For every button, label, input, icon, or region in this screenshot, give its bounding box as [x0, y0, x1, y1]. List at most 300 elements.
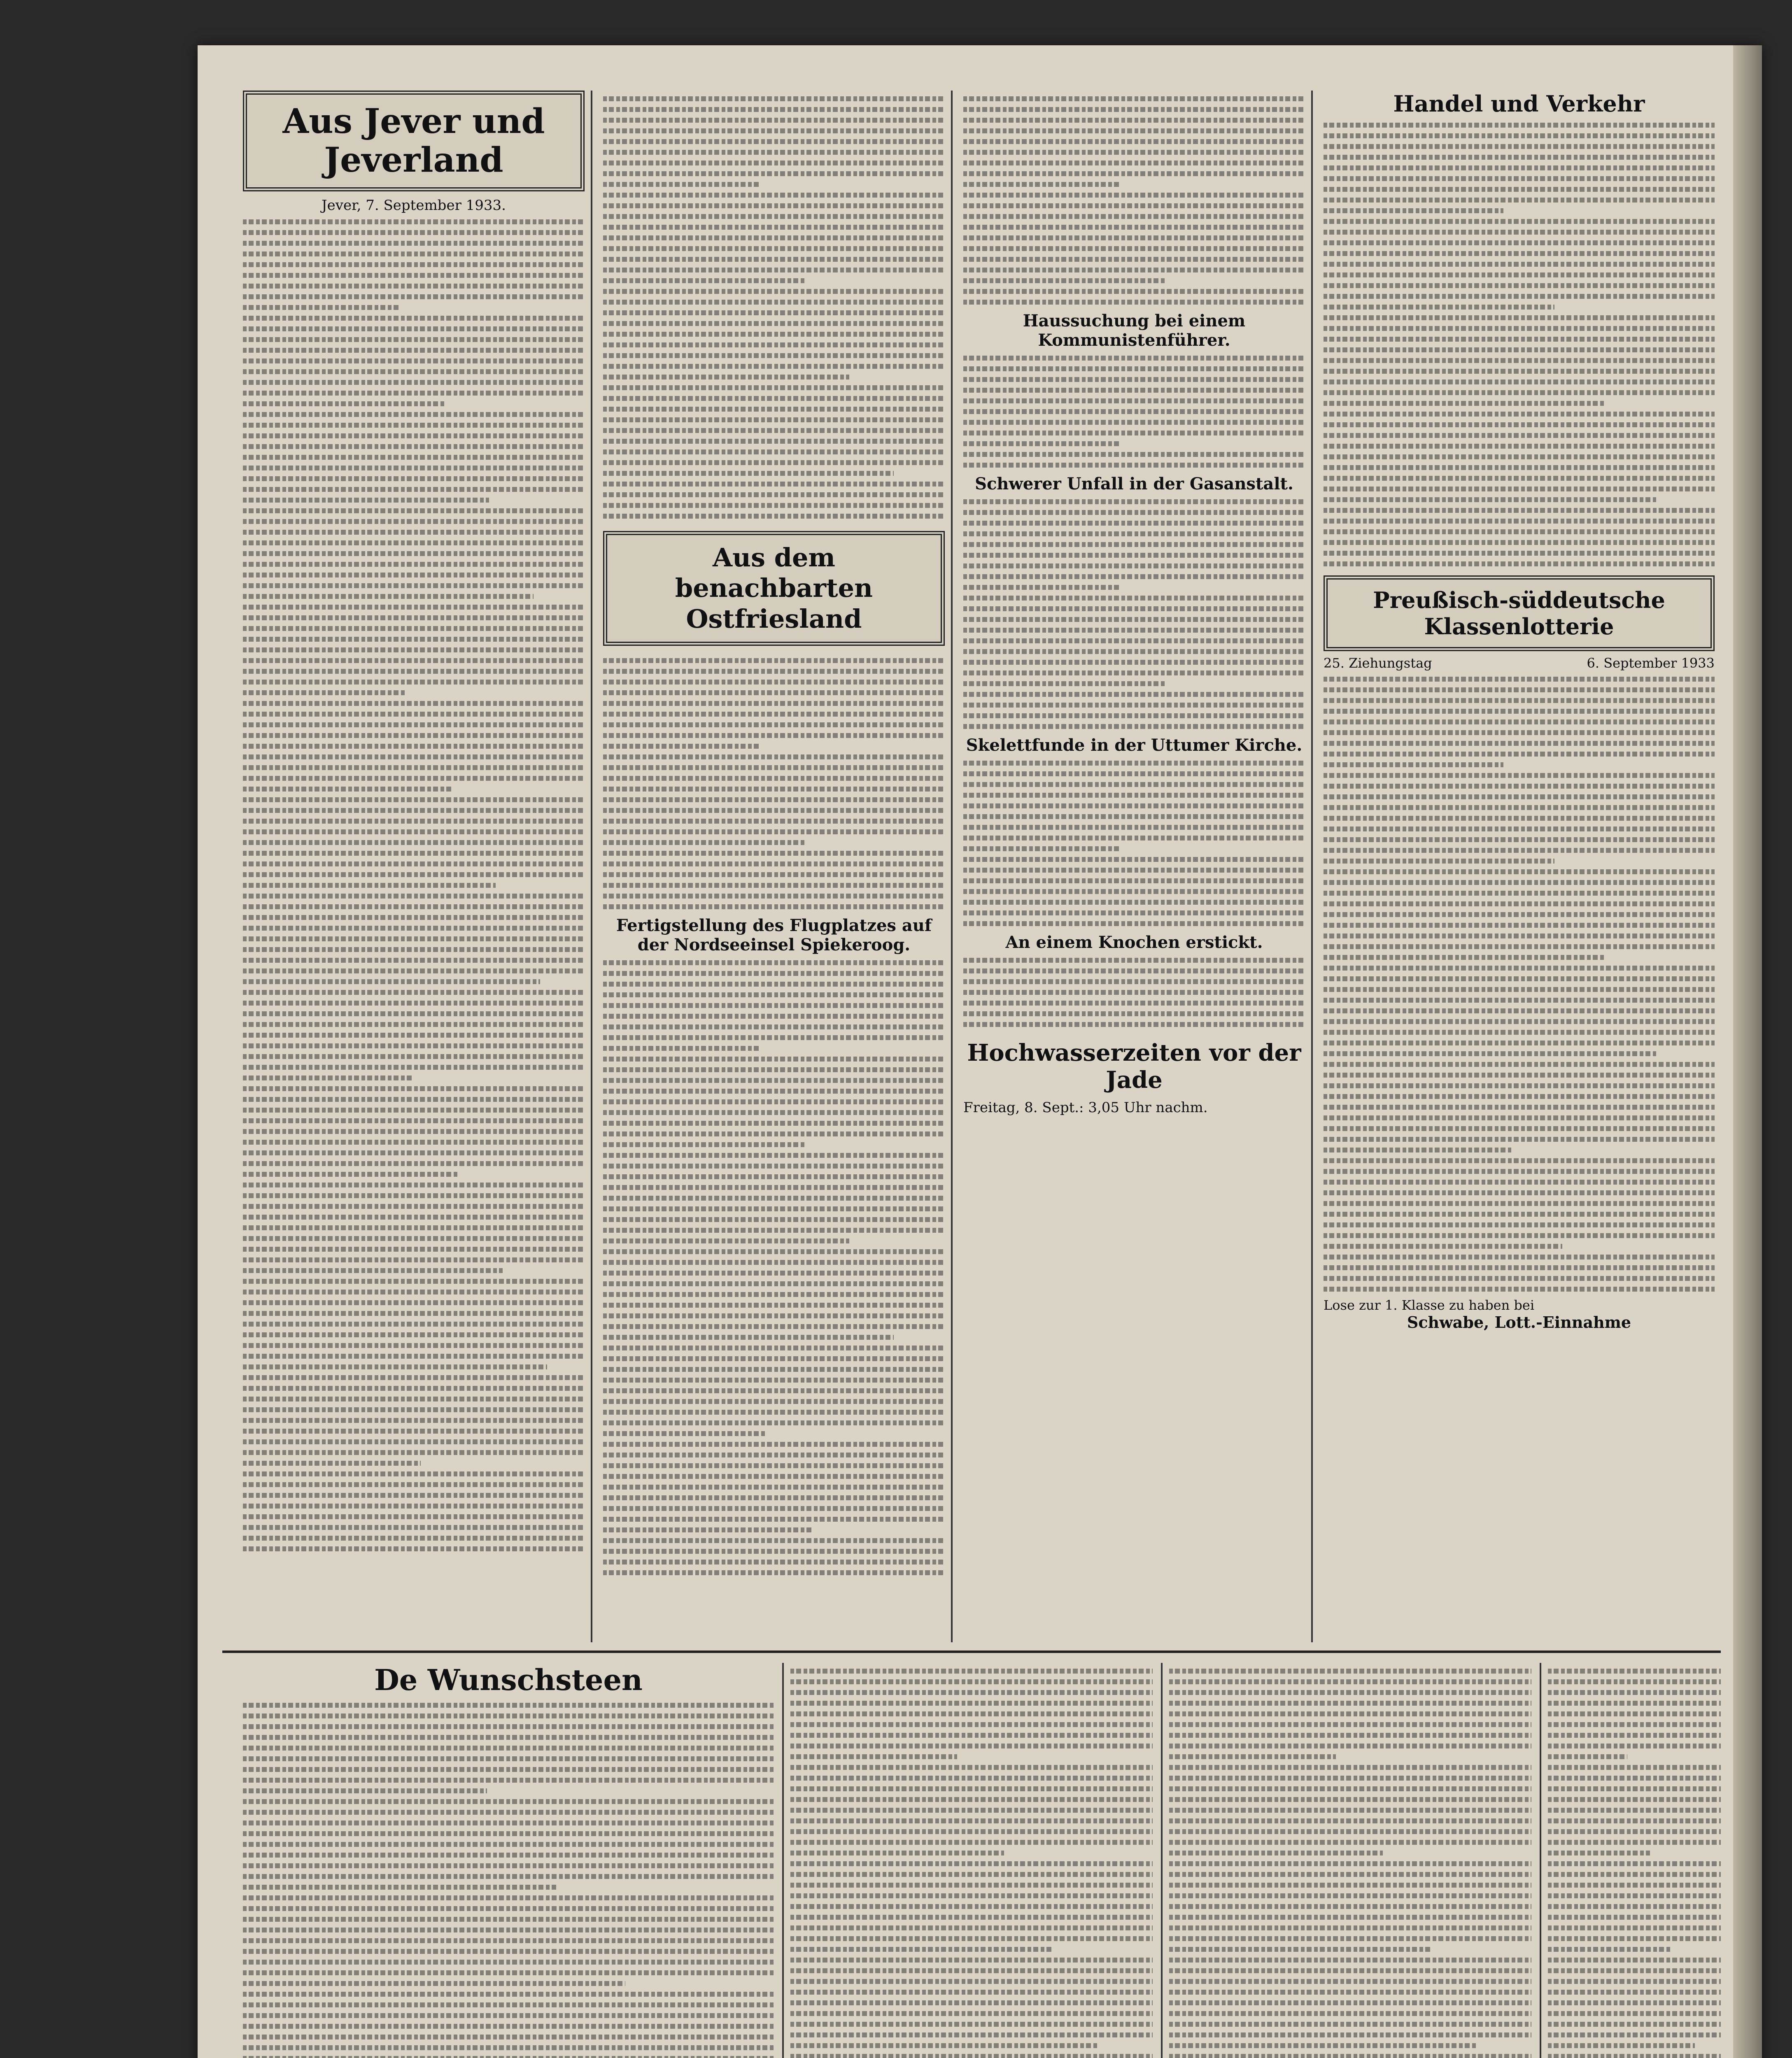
- text-line: [603, 257, 945, 262]
- text-line: [790, 1851, 1004, 1855]
- text-line: [603, 1217, 945, 1222]
- text-line: [1548, 1979, 1721, 1984]
- text-line: [243, 1536, 585, 1541]
- text-line: [790, 2054, 1153, 2058]
- text-line: [243, 797, 585, 802]
- text-line: [790, 1679, 1153, 1684]
- page-edge: [1733, 45, 1762, 2058]
- text-line: [790, 2011, 1153, 2016]
- text-line: [963, 235, 1305, 240]
- text-line: [1169, 1840, 1531, 1845]
- text-line: [1169, 1915, 1531, 1920]
- article-text-ost-top: [603, 96, 945, 519]
- lottery-day: 25. Ziehungstag: [1324, 655, 1432, 671]
- text-line: [1169, 2022, 1531, 2027]
- text-line: [603, 1153, 945, 1158]
- text-line: [963, 836, 1305, 840]
- text-line: [243, 1831, 774, 1836]
- text-line: [1324, 208, 1503, 213]
- text-line: [1169, 1861, 1531, 1866]
- text-line: [1548, 2043, 1695, 2048]
- text-line: [243, 262, 585, 267]
- text-line: [963, 900, 1305, 905]
- text-line: [963, 510, 1305, 515]
- text-line: [1324, 551, 1715, 556]
- text-line: [243, 615, 585, 620]
- text-line: [243, 1703, 774, 1708]
- text-line: [963, 356, 1305, 361]
- text-line: [963, 203, 1305, 208]
- text-line: [963, 563, 1305, 568]
- text-line: [963, 660, 1305, 665]
- text-line: [603, 1485, 945, 1490]
- text-line: [1324, 433, 1715, 438]
- market-title: Handel und Verkehr: [1393, 91, 1645, 117]
- text-line: [790, 1840, 1153, 1845]
- text-line: [603, 289, 945, 294]
- text-line: [243, 2056, 774, 2058]
- text-line: [243, 680, 585, 684]
- text-line: [603, 460, 945, 465]
- text-line: [603, 1335, 894, 1340]
- text-line: [790, 1754, 957, 1759]
- text-line: [243, 444, 585, 449]
- text-line: [1324, 272, 1715, 277]
- text-line: [243, 401, 445, 406]
- text-line: [963, 409, 1305, 414]
- text-line: [1548, 1701, 1721, 1706]
- text-line: [963, 171, 1305, 176]
- text-line: [243, 1247, 585, 1252]
- text-line: [243, 733, 585, 738]
- text-line: [243, 1364, 547, 1369]
- text-line: [1169, 1690, 1531, 1695]
- text-line: [603, 1388, 945, 1393]
- serial-col-2: [790, 1663, 1153, 2058]
- text-line: [243, 787, 451, 792]
- text-line: [603, 690, 945, 695]
- text-line: [603, 1463, 945, 1468]
- text-line: [1169, 1818, 1531, 1823]
- text-line: [1324, 358, 1715, 363]
- column-rule: [1311, 91, 1313, 1642]
- text-line: [603, 514, 945, 519]
- text-line: [603, 1035, 945, 1040]
- text-line: [243, 926, 585, 931]
- text-line: [963, 692, 1305, 697]
- text-line: [1548, 2054, 1721, 2058]
- text-line: [603, 1495, 945, 1500]
- text-line: [1324, 955, 1605, 960]
- text-line: [1324, 1201, 1715, 1206]
- text-line: [1548, 1990, 1721, 1995]
- text-line: [243, 1204, 585, 1209]
- text-line: [1324, 944, 1715, 949]
- text-line: [243, 1788, 487, 1793]
- text-line: [603, 1313, 945, 1318]
- text-line: [1548, 1733, 1721, 1738]
- text-line: [790, 1915, 1153, 1920]
- text-line: [603, 1281, 945, 1286]
- text-line: [243, 1735, 774, 1740]
- text-line: [243, 1086, 585, 1091]
- text-line: [1324, 240, 1715, 245]
- text-line: [243, 359, 585, 363]
- text-line: [790, 2022, 1153, 2027]
- text-line: [1548, 1861, 1721, 1866]
- text-line: [603, 658, 945, 663]
- text-line: [1324, 719, 1715, 724]
- text-line: [1324, 880, 1715, 885]
- text-line: [243, 894, 585, 899]
- text-line: [243, 2013, 774, 2018]
- text-line: [243, 2002, 774, 2007]
- text-line: [790, 2000, 1153, 2005]
- text-line: [243, 1097, 585, 1102]
- text-line: [1324, 187, 1715, 192]
- text-line: [243, 530, 585, 535]
- text-line: [603, 829, 945, 834]
- text-line: [603, 364, 945, 369]
- text-line: [1169, 1722, 1531, 1727]
- text-line: [243, 466, 585, 470]
- text-line: [243, 1397, 585, 1401]
- text-line: [1324, 401, 1605, 406]
- text-line: [243, 1949, 774, 1954]
- serial-col-3: [1169, 1663, 1531, 2058]
- text-line: [243, 1960, 774, 1965]
- text-line: [790, 1904, 1153, 1909]
- text-line: [1324, 1051, 1656, 1056]
- text-line: [603, 1474, 945, 1479]
- text-line: [1324, 1212, 1715, 1217]
- text-line: [243, 230, 585, 235]
- text-line: [603, 407, 945, 412]
- text-line: [243, 487, 585, 492]
- text-line: [1324, 379, 1715, 384]
- text-line: [603, 982, 945, 987]
- text-line: [790, 1701, 1153, 1706]
- text-line: [963, 531, 1305, 536]
- text-line: [963, 979, 1305, 984]
- text-line: [603, 787, 945, 792]
- text-line: [243, 423, 585, 428]
- text-line: [243, 1268, 503, 1273]
- text-line: [963, 793, 1305, 798]
- text-line: [243, 1172, 458, 1177]
- text-line: [603, 268, 945, 272]
- text-line: [1324, 752, 1715, 757]
- text-line: [1324, 337, 1715, 342]
- text-line: [243, 583, 585, 588]
- text-line: [243, 658, 585, 663]
- text-line: [1169, 1797, 1531, 1802]
- text-line: [243, 251, 585, 256]
- text-line: [603, 722, 945, 727]
- text-line: [243, 1767, 774, 1772]
- text-line: [1324, 966, 1715, 971]
- text-line: [963, 846, 1121, 851]
- text-line: [1169, 1701, 1531, 1706]
- text-line: [243, 1022, 585, 1027]
- text-line: [243, 1386, 585, 1391]
- text-line: [243, 1215, 585, 1220]
- text-line: [963, 300, 1305, 305]
- text-line: [603, 872, 945, 877]
- text-line: [243, 1118, 585, 1123]
- jade-title: Hochwasserzeiten vor der Jade: [967, 1039, 1301, 1094]
- text-line: [603, 310, 945, 315]
- serial-col-4: [1548, 1663, 1721, 2058]
- text-line: [243, 412, 585, 417]
- text-line: [243, 1885, 556, 1890]
- text-line: [790, 2043, 1098, 2048]
- text-line: [1324, 1019, 1715, 1024]
- column-jever: [243, 91, 585, 1557]
- text-line: [963, 649, 1305, 654]
- text-line: [963, 1011, 1305, 1016]
- text-line: [243, 476, 585, 481]
- text-line: [603, 894, 945, 899]
- text-line: [1548, 1669, 1721, 1674]
- text-line: [603, 733, 945, 738]
- text-line: [243, 1981, 625, 1986]
- text-line: [790, 1990, 1153, 1995]
- text-line: [243, 1917, 774, 1922]
- text-line: [243, 326, 585, 331]
- article-text-news-4: [963, 761, 1305, 926]
- text-line: [603, 375, 849, 379]
- text-line: [243, 1193, 585, 1198]
- text-line: [1324, 476, 1715, 481]
- text-line: [1324, 165, 1715, 170]
- text-line: [963, 606, 1305, 611]
- text-line: [790, 1893, 1153, 1898]
- text-line: [243, 2045, 774, 2050]
- column-rule: [1540, 1663, 1541, 2058]
- text-line: [243, 1257, 585, 1262]
- lottery-numbers: [1324, 677, 1715, 1292]
- text-line: [1324, 912, 1715, 917]
- text-line: [1324, 976, 1715, 981]
- text-line: [243, 1514, 585, 1519]
- text-line: [1548, 2032, 1721, 2037]
- text-line: [1548, 1904, 1721, 1909]
- text-line: [963, 958, 1305, 963]
- text-line: [243, 1043, 585, 1048]
- serial-text-1: [243, 1703, 774, 2058]
- text-line: [1324, 998, 1715, 1003]
- text-line: [790, 1722, 1153, 1727]
- text-line: [1324, 698, 1715, 703]
- text-line: [603, 1410, 945, 1415]
- text-line: [243, 1225, 585, 1230]
- subhead-knochen: An einem Knochen erstickt.: [1005, 933, 1263, 952]
- text-line: [603, 840, 805, 845]
- text-line: [243, 1183, 585, 1187]
- text-line: [1324, 454, 1715, 459]
- text-line: [963, 968, 1305, 973]
- text-line: [1324, 1126, 1715, 1131]
- subhead-skelettfunde: Skelettfunde in der Uttumer Kirche.: [966, 736, 1303, 755]
- text-line: [1324, 465, 1715, 470]
- text-line: [963, 1001, 1305, 1006]
- text-line: [603, 1046, 760, 1051]
- text-line: [790, 1776, 1153, 1781]
- text-line: [1324, 1222, 1715, 1227]
- text-line: [1169, 1776, 1531, 1781]
- text-line: [243, 1001, 585, 1006]
- text-line: [1324, 230, 1715, 235]
- text-line: [243, 1970, 774, 1975]
- text-line: [1324, 773, 1715, 778]
- text-line: [963, 868, 1305, 873]
- text-line: [603, 819, 945, 824]
- text-line: [1324, 848, 1715, 853]
- text-line: [243, 380, 585, 385]
- text-line: [963, 681, 1165, 686]
- text-line: [603, 118, 945, 123]
- text-line: [243, 1471, 585, 1476]
- text-line: [243, 219, 585, 224]
- text-line: [963, 814, 1305, 819]
- text-line: [603, 744, 760, 749]
- text-line: [243, 562, 585, 567]
- text-line: [1324, 412, 1715, 417]
- text-line: [603, 353, 945, 358]
- text-line: [603, 1453, 945, 1457]
- text-line: [1169, 1765, 1531, 1770]
- text-line: [1324, 1137, 1715, 1142]
- text-line: [603, 1142, 805, 1147]
- text-line: [243, 1461, 421, 1466]
- text-line: [603, 385, 945, 390]
- text-line: [963, 452, 1305, 457]
- text-line: [1548, 1872, 1721, 1877]
- text-line: [963, 910, 1305, 915]
- text-line: [1324, 326, 1715, 331]
- text-line: [790, 1936, 1153, 1941]
- text-line: [603, 225, 945, 230]
- text-line: [243, 872, 585, 877]
- text-line: [1324, 1244, 1562, 1249]
- text-line: [603, 669, 945, 674]
- jade-times: Freitag, 8. Sept.: 3,05 Uhr nachm.: [963, 1099, 1208, 1116]
- serial-text-3: [1169, 1669, 1531, 2058]
- text-line: [790, 1786, 1153, 1791]
- text-line: [243, 1129, 585, 1134]
- text-line: [963, 139, 1305, 144]
- text-line: [243, 1161, 585, 1166]
- text-line: [1324, 422, 1715, 427]
- text-line: [603, 1517, 945, 1522]
- text-line: [963, 420, 1305, 425]
- text-line: [1548, 1829, 1721, 1834]
- text-line: [790, 2032, 1153, 2037]
- text-line: [963, 441, 1121, 446]
- text-line: [603, 797, 945, 802]
- text-line: [603, 1538, 945, 1543]
- text-line: [1324, 561, 1715, 566]
- text-line: [1548, 1883, 1721, 1888]
- text-line: [243, 968, 585, 973]
- text-line: [1548, 1754, 1627, 1759]
- text-line: [1324, 497, 1656, 502]
- text-line: [603, 1110, 945, 1115]
- article-text-ost-bottom: [603, 960, 945, 1575]
- text-line: [243, 433, 585, 438]
- text-line: [1324, 1062, 1715, 1067]
- text-line: [243, 1874, 774, 1879]
- text-line: [1548, 1947, 1672, 1952]
- text-line: [963, 782, 1305, 787]
- text-line: [243, 1054, 585, 1059]
- text-line: [1548, 1797, 1721, 1802]
- text-line: [603, 471, 894, 476]
- text-line: [243, 573, 585, 577]
- text-line: [243, 712, 585, 717]
- text-line: [603, 503, 945, 508]
- text-line: [963, 596, 1305, 601]
- text-line: [963, 278, 1165, 283]
- text-line: [243, 455, 585, 460]
- text-line: [243, 294, 585, 299]
- text-line: [963, 628, 1305, 633]
- text-line: [243, 316, 585, 321]
- text-line: [1324, 133, 1715, 138]
- text-line: [603, 1549, 945, 1554]
- text-line: [243, 508, 585, 513]
- text-line: [1548, 2011, 1721, 2016]
- text-line: [963, 803, 1305, 808]
- text-line: [1324, 816, 1715, 821]
- text-line: [603, 1431, 767, 1436]
- text-line: [243, 273, 585, 278]
- text-line: [603, 1228, 945, 1233]
- text-line: [1169, 2054, 1531, 2058]
- text-line: [603, 1089, 945, 1094]
- text-line: [603, 1249, 945, 1254]
- text-line: [603, 417, 945, 422]
- text-line: [1169, 1936, 1531, 1941]
- text-line: [790, 1690, 1153, 1695]
- text-line: [1169, 1925, 1531, 1930]
- text-line: [963, 257, 1305, 262]
- text-line: [243, 808, 585, 813]
- text-line: [790, 1744, 1153, 1748]
- text-line: [603, 193, 945, 198]
- text-line: [603, 1131, 945, 1136]
- text-line: [963, 574, 1305, 579]
- text-line: [1548, 1851, 1650, 1855]
- text-line: [1324, 730, 1715, 735]
- text-line: [243, 1033, 585, 1038]
- text-line: [1324, 1094, 1715, 1099]
- text-line: [243, 1525, 585, 1530]
- text-line: [1324, 794, 1715, 799]
- text-line: [243, 669, 585, 674]
- text-line: [243, 1938, 774, 1943]
- text-line: [963, 542, 1305, 547]
- text-line: [603, 139, 945, 144]
- text-line: [243, 2035, 774, 2039]
- text-line: [1548, 1925, 1721, 1930]
- text-line: [243, 1354, 585, 1359]
- text-line: [243, 1713, 774, 1718]
- text-line: [243, 1290, 585, 1294]
- text-line: [1169, 1679, 1531, 1684]
- text-line: [1548, 1786, 1721, 1791]
